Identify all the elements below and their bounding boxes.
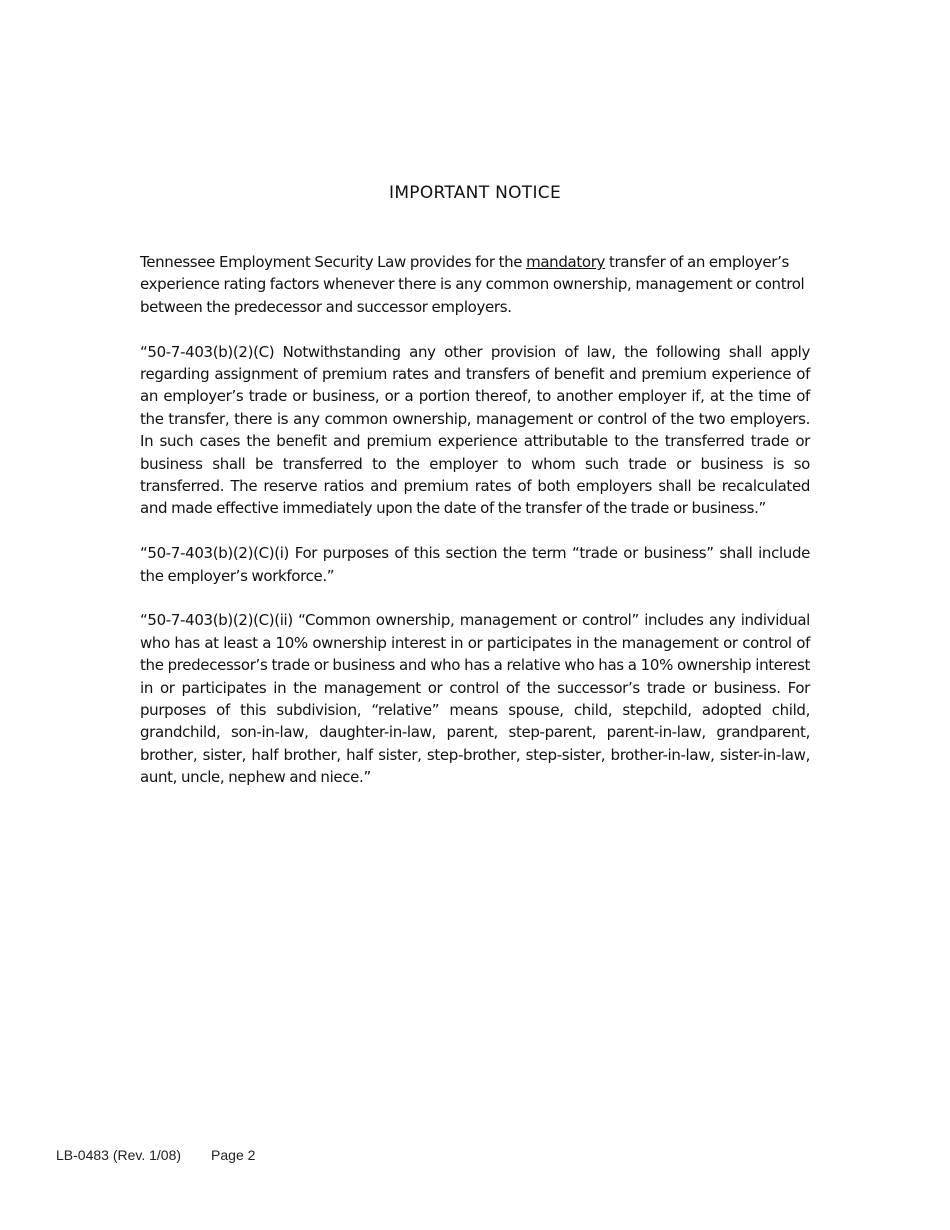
page-title: IMPORTANT NOTICE bbox=[389, 183, 561, 203]
statute-paragraph-c-ii: “50-7-403(b)(2)(C)(ii) “Common ownership, management or control” includes any individual who has at least a 10% ownership interest in or participates in the management or control of the predecessor’s trade or business and who has a relative who has a 10% ownership interest in or participates in the management or control of the successor’s trade or business. For purposes of this subdivision, “relative” means spouse, child, stepchild, adopted child, grandchild, son-in-law, daughter-in-law, parent, step-parent, parent-in-law, grandparent, brother, sister, half brother, half sister, step-brother, step-sister, brother-in-law, sister-in-law, aunt, uncle, nephew and niece.” bbox=[140, 611, 810, 787]
intro-text-after: transfer of an employer’s experience rating factors whenever there is any common ownership, management or control between the predecessor and successor employers. bbox=[140, 253, 805, 316]
intro-text-before: Tennessee Employment Security Law provides for the bbox=[140, 253, 527, 271]
mandatory-emphasis: mandatory bbox=[526, 253, 606, 271]
form-number: LB-0483 (Rev. 1/08) bbox=[56, 1147, 182, 1163]
notice-body bbox=[140, 251, 810, 811]
statute-paragraph-c: “50-7-403(b)(2)(C) Notwithstanding any other provision of law, the following shall apply regarding assignment of premium rates and transfers of benefit and premium experience of an employer’s trade or business, or a portion thereof, to another employer if, at the time of the transfer, there is any common ownership, management or control of the two employers. In such cases the benefit and premium experience attributable to the transferred trade or business shall be transferred to the employer to whom such trade or business is so transferred. The reserve ratios and premium rates of both employers shall be recalculated and made effective immediately upon the date of the transfer of the trade or business.” bbox=[140, 342, 810, 518]
intro-paragraph bbox=[140, 251, 810, 318]
statute-paragraph-c-i: “50-7-403(b)(2)(C)(i) For purposes of this section the term “trade or business” shall include the employer’s workforce.” bbox=[140, 544, 810, 585]
page-footer bbox=[56, 1147, 255, 1163]
page-number: Page 2 bbox=[211, 1147, 256, 1163]
